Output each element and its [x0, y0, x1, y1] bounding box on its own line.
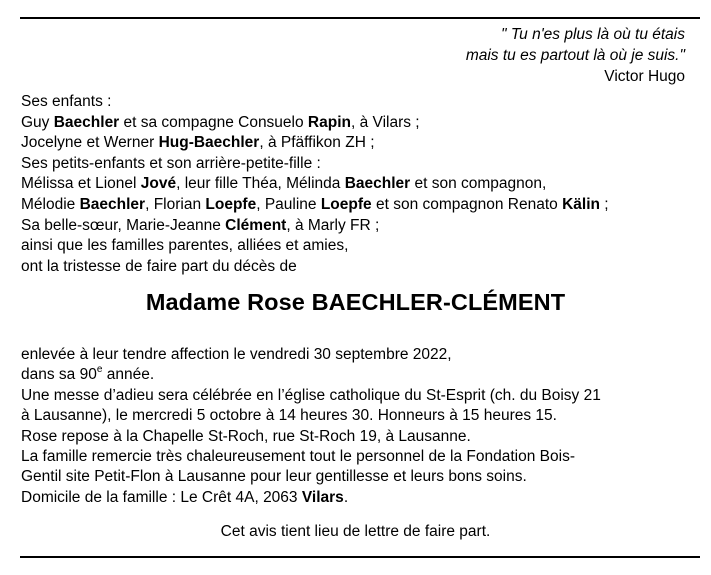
top-rule [20, 17, 700, 19]
family-line: Ses petits-enfants et son arrière-petite-fille : [21, 154, 321, 172]
announcement-line: Domicile de la famille : Le Crêt 4A, 2063 Vilars. [21, 488, 349, 506]
family-line: Guy Baechler et sa compagne Consuelo Rapin, à Vilars ; [21, 113, 420, 131]
announcement-line: Gentil site Petit-Flon à Lausanne pour leur gentillesse et leurs bons soins. [21, 468, 527, 486]
family-line: Jocelyne et Werner Hug-Baechler, à Pfäffikon ZH ; [21, 134, 375, 152]
bottom-rule [20, 556, 700, 558]
epigraph-line-1: " Tu n'es plus là où tu étais [501, 26, 685, 43]
epigraph-line-2: mais tu es partout là où je suis." [465, 47, 685, 64]
family-line: ainsi que les familles parentes, alliées et amies, [21, 237, 349, 255]
announcement-line: dans sa 90e année. [21, 364, 155, 384]
announcement-text [21, 345, 701, 508]
announcement-line: Rose repose à la Chapelle St-Roch, rue St-Roch 19, à Lausanne. [21, 427, 471, 445]
announcement-line: La famille remercie très chaleureusement tout le personnel de la Fondation Bois- [21, 448, 575, 466]
family-list [21, 92, 701, 277]
epigraph-author: Victor Hugo [604, 68, 685, 85]
epigraph [466, 24, 685, 87]
announcement-line: enlevée à leur tendre affection le vendredi 30 septembre 2022, [21, 346, 452, 363]
family-line: ont la tristesse de faire part du décès de [21, 257, 297, 275]
family-line: Sa belle-sœur, Marie-Jeanne Clément, à Marly FR ; [21, 216, 380, 234]
deceased-name: Madame Rose BAECHLER-CLÉMENT [145, 289, 566, 315]
family-line: Mélissa et Lionel Jové, leur fille Théa, Mélinda Baechler et son compagnon, [21, 175, 547, 193]
footer-note: Cet avis tient lieu de lettre de faire part. [220, 523, 491, 540]
announcement-line: Une messe d’adieu sera célébrée en l’église catholique du St-Esprit (ch. du Boisy 21 [21, 386, 601, 404]
announcement-line: à Lausanne), le mercredi 5 octobre à 14 heures 30. Honneurs à 15 heures 15. [21, 407, 557, 425]
family-line: Mélodie Baechler, Florian Loepfe, Pauline Loepfe et son compagnon Renato Kälin ; [21, 195, 609, 213]
family-line: Ses enfants : [21, 93, 112, 110]
